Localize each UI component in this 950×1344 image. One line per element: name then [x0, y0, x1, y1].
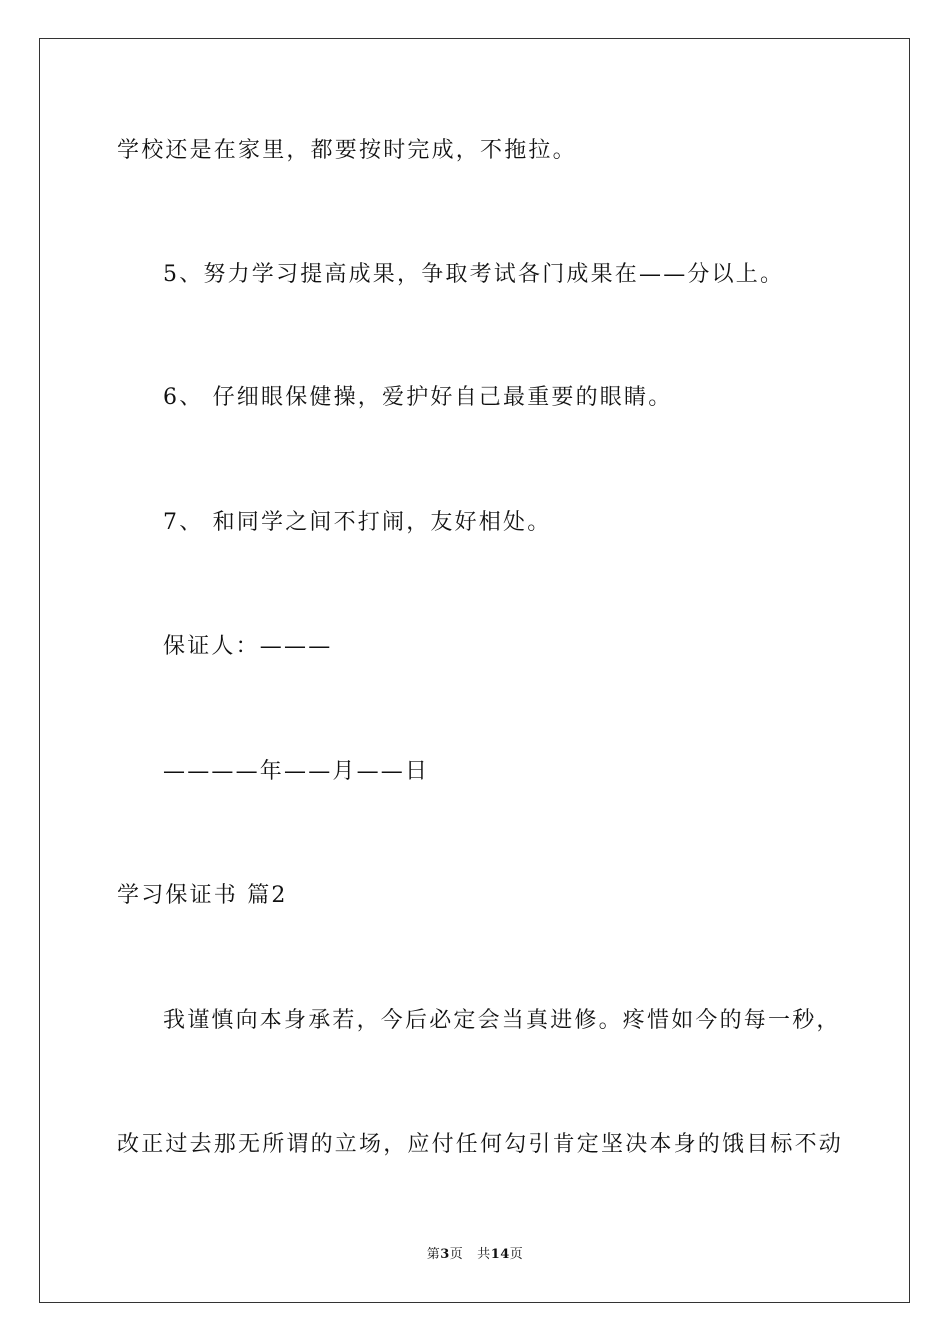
page-border — [39, 38, 910, 1303]
body-line-1: 学校还是在家里，都要按时完成，不拖拉。 — [117, 138, 577, 163]
list-item-5: 5、努力学习提高成果，争取考试各门成果在——分以上。 — [163, 262, 785, 287]
total-prefix: 共 — [477, 1247, 491, 1262]
total-pages: 14 — [490, 1247, 510, 1262]
list-item-7: 7、 和同学之间不打闹，友好相处。 — [163, 510, 552, 535]
page-number: 3 — [440, 1247, 450, 1262]
section-heading: 学习保证书 篇2 — [117, 883, 288, 908]
page-prefix: 第 — [426, 1247, 441, 1262]
total-suffix: 页 — [509, 1247, 524, 1262]
page-footer — [0, 1243, 950, 1262]
guarantor-line: 保证人：——— — [163, 634, 333, 659]
body-line-2: 我谨慎向本身承若，今后必定会当真进修。疼惜如今的每一秒， — [163, 1008, 841, 1033]
list-item-6: 6、 仔细眼保健操，爱护好自己最重要的眼睛。 — [163, 385, 673, 410]
date-line: ————年——月——日 — [163, 759, 430, 784]
body-line-3: 改正过去那无所谓的立场，应付任何勾引肯定坚决本身的饿目标不动 — [117, 1132, 844, 1157]
page-suffix: 页 — [449, 1247, 464, 1262]
